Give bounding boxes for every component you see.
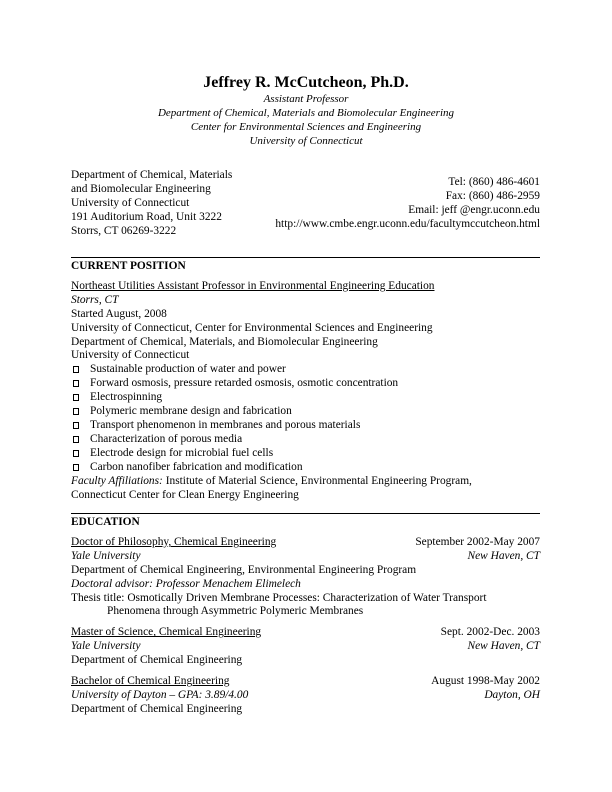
bullet-box-icon — [73, 464, 79, 471]
school: Yale University — [71, 549, 141, 562]
bullet-box-icon — [73, 450, 79, 457]
address-line: and Biomolecular Engineering — [71, 182, 211, 195]
website-link[interactable]: http://www.cmbe.engr.uconn.edu/facultymccutcheon.html — [275, 217, 540, 230]
section-heading: EDUCATION — [71, 516, 140, 528]
center-line: Center for Environmental Sciences and Engineering — [190, 120, 422, 133]
degree-department: Department of Chemical Engineering — [71, 702, 243, 715]
phd-school-row — [71, 550, 540, 564]
school-location: New Haven, CT — [467, 549, 540, 562]
degree-dates: Sept. 2002-Dec. 2003 — [440, 626, 540, 639]
school: University of Dayton – GPA: 3.89/4.00 — [71, 688, 249, 701]
job-title: Assistant Professor — [263, 93, 349, 105]
cv-header — [60, 73, 552, 149]
degree-department: Department of Chemical Engineering, Environmental Engineering Program — [71, 563, 417, 576]
thesis-title-cont: Phenomena through Asymmetric Polymeric Membranes — [107, 605, 364, 618]
list-item: Polymeric membrane design and fabrication — [71, 405, 540, 419]
section-divider — [71, 257, 540, 258]
faculty-affiliations-cont: Connecticut Center for Clean Energy Engineering — [71, 488, 299, 501]
bullet-box-icon — [73, 394, 79, 401]
doctoral-advisor: Doctoral advisor: Professor Menachem Elimelech — [71, 577, 301, 590]
research-interests — [71, 363, 540, 474]
university-line: University of Connecticut — [249, 134, 363, 147]
bullet-box-icon — [73, 408, 79, 415]
thesis-title: Thesis title: Osmotically Driven Membrane Processes: Characterization of Water Transport — [71, 591, 487, 604]
department-line: Department of Chemical, Materials and Biomolecular Engineering — [157, 106, 455, 119]
person-name: Jeffrey R. McCutcheon, Ph.D. — [203, 74, 409, 91]
address-line: Storrs, CT 06269-3222 — [71, 224, 177, 237]
list-item: Sustainable production of water and power — [71, 363, 540, 377]
fax: Fax: (860) 486-2959 — [445, 189, 540, 202]
affiliation-line: University of Connecticut — [71, 349, 190, 362]
email: Email: jeff @engr.uconn.edu — [408, 203, 540, 216]
address-line: 191 Auditorium Road, Unit 3222 — [71, 210, 222, 223]
school-location: New Haven, CT — [467, 640, 540, 653]
list-item: Forward osmosis, pressure retarded osmosis, osmotic concentration — [71, 377, 540, 391]
bullet-box-icon — [73, 366, 79, 373]
contact-details — [240, 176, 540, 232]
bs-row — [71, 675, 540, 689]
address-line: Department of Chemical, Materials — [71, 169, 233, 181]
section-heading: CURRENT POSITION — [71, 260, 186, 272]
bullet-box-icon — [73, 422, 79, 429]
bullet-box-icon — [73, 380, 79, 387]
phone: Tel: (860) 486-4601 — [448, 176, 540, 188]
ms-row — [71, 626, 540, 640]
bullet-box-icon — [73, 436, 79, 443]
position-location: Storrs, CT — [71, 293, 119, 306]
degree-dates: September 2002-May 2007 — [415, 535, 540, 548]
degree-title: Bachelor of Chemical Engineering — [71, 675, 230, 688]
degree-department: Department of Chemical Engineering — [71, 654, 243, 667]
degree-dates: August 1998-May 2002 — [431, 675, 540, 688]
list-item: Electrospinning — [71, 391, 540, 405]
bs-school-row — [71, 689, 540, 703]
list-item: Electrode design for microbial fuel cells — [71, 447, 540, 461]
section-divider — [71, 513, 540, 514]
position-title: Northeast Utilities Assistant Professor in Environmental Engineering Education — [71, 279, 435, 292]
ms-school-row — [71, 640, 540, 654]
education-section — [71, 513, 540, 717]
affiliation-line: Department of Chemical, Materials, and Biomolecular Engineering — [71, 335, 378, 348]
degree-title: Master of Science, Chemical Engineering — [71, 626, 262, 639]
school: Yale University — [71, 640, 141, 653]
faculty-affiliations: Faculty Affiliations: Institute of Material Science, Environmental Engineering Program, — [71, 474, 472, 487]
degree-title: Doctor of Philosophy, Chemical Engineering — [71, 535, 277, 548]
affiliation-line: University of Connecticut, Center for Environmental Sciences and Engineering — [71, 321, 433, 334]
list-item: Characterization of porous media — [71, 433, 540, 447]
list-item: Carbon nanofiber fabrication and modification — [71, 461, 540, 475]
school-location: Dayton, OH — [484, 688, 540, 701]
address-line: University of Connecticut — [71, 196, 190, 209]
current-position-section — [71, 257, 540, 502]
phd-row — [71, 536, 540, 550]
start-date: Started August, 2008 — [71, 307, 167, 320]
list-item: Transport phenomenon in membranes and porous materials — [71, 419, 540, 433]
